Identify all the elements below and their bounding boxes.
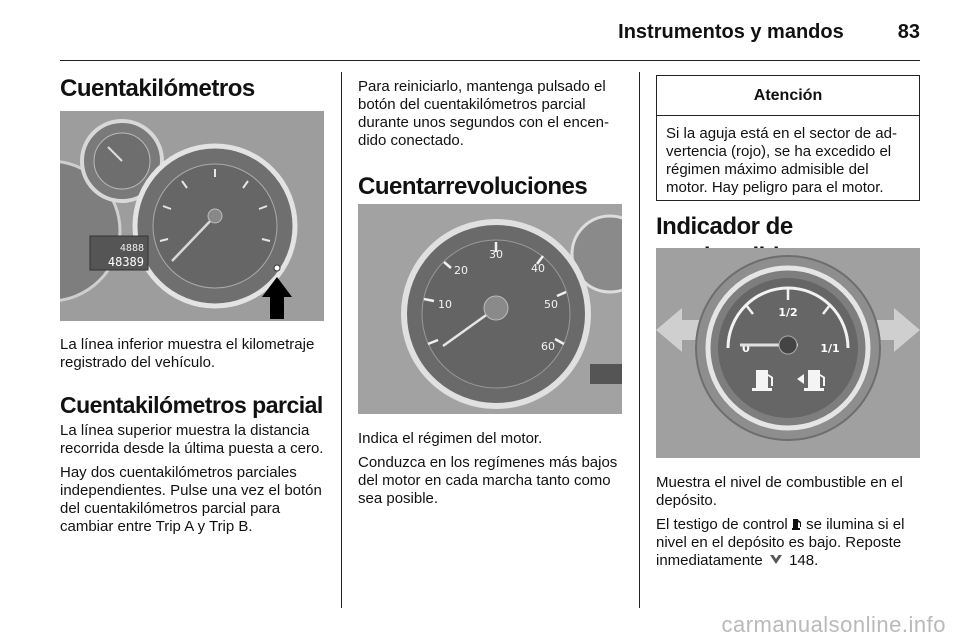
tacho-label-10: 10 [438, 298, 452, 311]
trip-reset-paragraph: Para reiniciarlo, mantenga pulsado el botón del cuentakilómetros parcial durante unos segundos con el encendido conectado. [358, 78, 610, 149]
trip-paragraph-2: Hay dos cuentakilómetros parciales independientes. Pulse una vez el botón del cuentakilómetros parcial para cambiar entre Trip A y Trip B. [60, 464, 322, 535]
warning-title: Atención [657, 76, 919, 116]
tacho-label-40: 40 [531, 262, 545, 275]
odometer-display-text: 48389 [107, 255, 144, 269]
section-heading-tachometer: Cuentarrevoluciones [358, 173, 588, 200]
column-2 [358, 78, 622, 202]
column-divider [341, 72, 342, 608]
trip-paragraph-1: La línea superior muestra la distancia recorrida desde la última puesta a cero. [60, 422, 324, 457]
tacho-label-30: 30 [489, 248, 503, 261]
fuel-paragraph-1: Muestra el nivel de combustible en el depósito. [656, 474, 903, 509]
page-number: 83 [897, 20, 920, 43]
watermark: carmanualsonline.info [721, 612, 946, 637]
tachometer-paragraph-2: Conduzca en los regímenes más bajos del motor en cada marcha tanto como sea posible. [358, 454, 618, 507]
fuel-paragraph-2-start: El testigo de control [656, 516, 788, 533]
fuel-label-half: 1/2 [778, 306, 798, 319]
fuel-paragraph-2-end: se ilumina si el nivel en el depósito es bajo. Reposte inmediatamente [656, 516, 905, 569]
fuel-paragraph-2 [656, 516, 920, 570]
tacho-label-50: 50 [544, 298, 558, 311]
tachometer-photo [358, 204, 622, 414]
header-title: Instrumentos y mandos [618, 20, 844, 43]
tachometer-paragraph-1: Indica el régimen del motor. [358, 430, 543, 447]
odometer-text [60, 336, 324, 536]
column-divider [639, 72, 640, 608]
page-header [618, 14, 920, 50]
fuel-gauge-photo [656, 248, 920, 458]
column-1 [60, 72, 324, 104]
warning-box [656, 75, 920, 201]
page-reference-icon [767, 552, 785, 570]
tacho-label-60: 60 [541, 340, 555, 353]
warning-body: Si la aguja está en el sector de advertencia (rojo), se ha excedido el régimen máximo admisible del motor. Hay peligro para el motor. [666, 125, 897, 196]
section-heading-trip: Cuentakilómetros parcial [60, 392, 323, 418]
odometer-photo [60, 111, 324, 321]
fuel-warning-icon [792, 518, 802, 530]
tachometer-text [358, 430, 622, 508]
section-heading-fuel: Indicador de [656, 213, 793, 240]
fuel-text [656, 474, 920, 570]
tacho-label-20: 20 [454, 264, 468, 277]
fuel-label-full: 1/1 [820, 342, 840, 355]
section-heading-odometer: Cuentakilómetros [60, 75, 255, 102]
odometer-caption: La línea inferior muestra el kilometraje registrado del vehículo. [60, 336, 315, 371]
header-rule [60, 60, 920, 61]
page-reference[interactable]: 148. [789, 552, 819, 569]
fuel-label-empty: 0 [742, 342, 750, 355]
trip-display-text: 4888 [119, 243, 144, 254]
